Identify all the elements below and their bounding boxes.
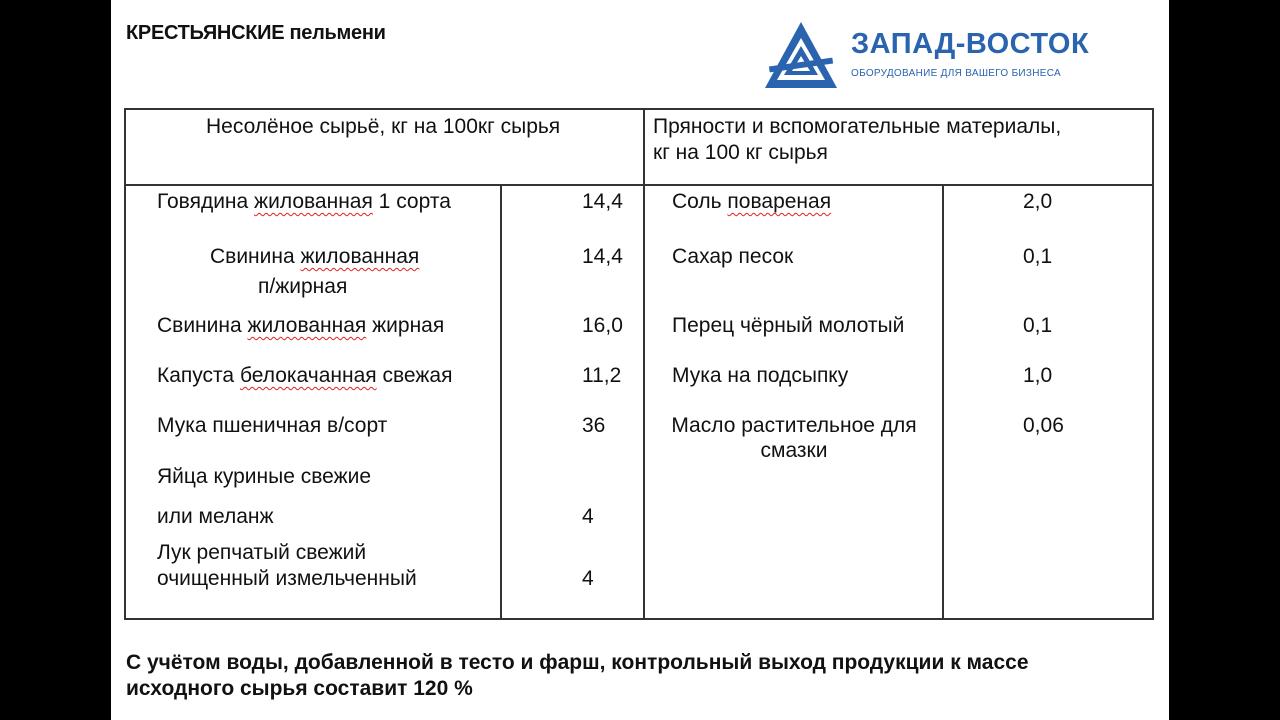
raw-row-5-value: 36 bbox=[582, 414, 606, 437]
raw-row-4-name: Капуста белокачанная свежая bbox=[157, 364, 453, 387]
header-spices-line2: кг на 100 кг сырья bbox=[653, 141, 828, 164]
raw-row-2-value: 14,4 bbox=[582, 245, 623, 268]
recipe-table bbox=[124, 108, 1154, 620]
raw-row-3-name: Свинина жилованная жирная bbox=[157, 314, 445, 337]
logo-name: ЗАПАД-ВОСТОК bbox=[851, 28, 1090, 60]
raw-row-7-name-line2: очищенный измельченный bbox=[157, 567, 417, 590]
raw-row-7-name-line1: Лук репчатый свежий bbox=[157, 541, 367, 564]
raw-row-4-value: 11,2 bbox=[582, 364, 622, 387]
spice-row-5-name-line1: Масло растительное для bbox=[671, 414, 917, 437]
raw-row-1-value: 14,4 bbox=[582, 190, 623, 213]
spice-row-1-name: Соль повареная bbox=[672, 190, 832, 213]
footer-note bbox=[126, 650, 1156, 702]
raw-row-7-value: 4 bbox=[582, 567, 594, 590]
spice-row-5-value: 0,06 bbox=[1023, 414, 1064, 437]
company-logo bbox=[763, 20, 1123, 92]
logo-tagline: ОБОРУДОВАНИЕ ДЛЯ ВАШЕГО БИЗНЕСА bbox=[851, 68, 1062, 79]
spice-row-4-name: Мука на подсыпку bbox=[672, 364, 849, 387]
footer-line1: С учётом воды, добавленной в тесто и фарш, контрольный выход продукции к массе bbox=[126, 651, 1029, 674]
raw-row-2-name-line2: п/жирная bbox=[258, 275, 348, 298]
spice-row-3-value: 0,1 bbox=[1023, 314, 1053, 337]
raw-row-1-name: Говядина жилованная 1 сорта bbox=[157, 190, 451, 213]
raw-row-6-value: 4 bbox=[582, 505, 594, 528]
raw-row-2-name-line1: Свинина жилованная bbox=[210, 245, 420, 268]
raw-row-3-value: 16,0 bbox=[582, 314, 623, 337]
spice-row-4-value: 1,0 bbox=[1023, 364, 1053, 387]
raw-row-6-name-line2: или меланж bbox=[157, 505, 274, 528]
header-raw-materials: Несолёное сырьё, кг на 100кг сырья bbox=[206, 115, 561, 138]
spice-row-1-value: 2,0 bbox=[1023, 190, 1053, 213]
spice-row-2-value: 0,1 bbox=[1023, 245, 1053, 268]
raw-row-5-name: Мука пшеничная в/сорт bbox=[157, 414, 388, 437]
raw-row-6-name-line1: Яйца куриные свежие bbox=[157, 465, 372, 488]
footer-line2: исходного сырья составит 120 % bbox=[126, 677, 473, 700]
spice-row-2-name: Сахар песок bbox=[672, 245, 794, 268]
triangle-logo-icon bbox=[763, 20, 839, 92]
page-title: КРЕСТЬЯНСКИЕ пельмени bbox=[126, 22, 386, 44]
spice-row-5-name-line2: смазки bbox=[760, 439, 828, 462]
spice-row-3-name: Перец чёрный молотый bbox=[672, 314, 905, 337]
slide bbox=[111, 0, 1169, 720]
header-spices-line1: Пряности и вспомогательные материалы, bbox=[653, 115, 1062, 138]
